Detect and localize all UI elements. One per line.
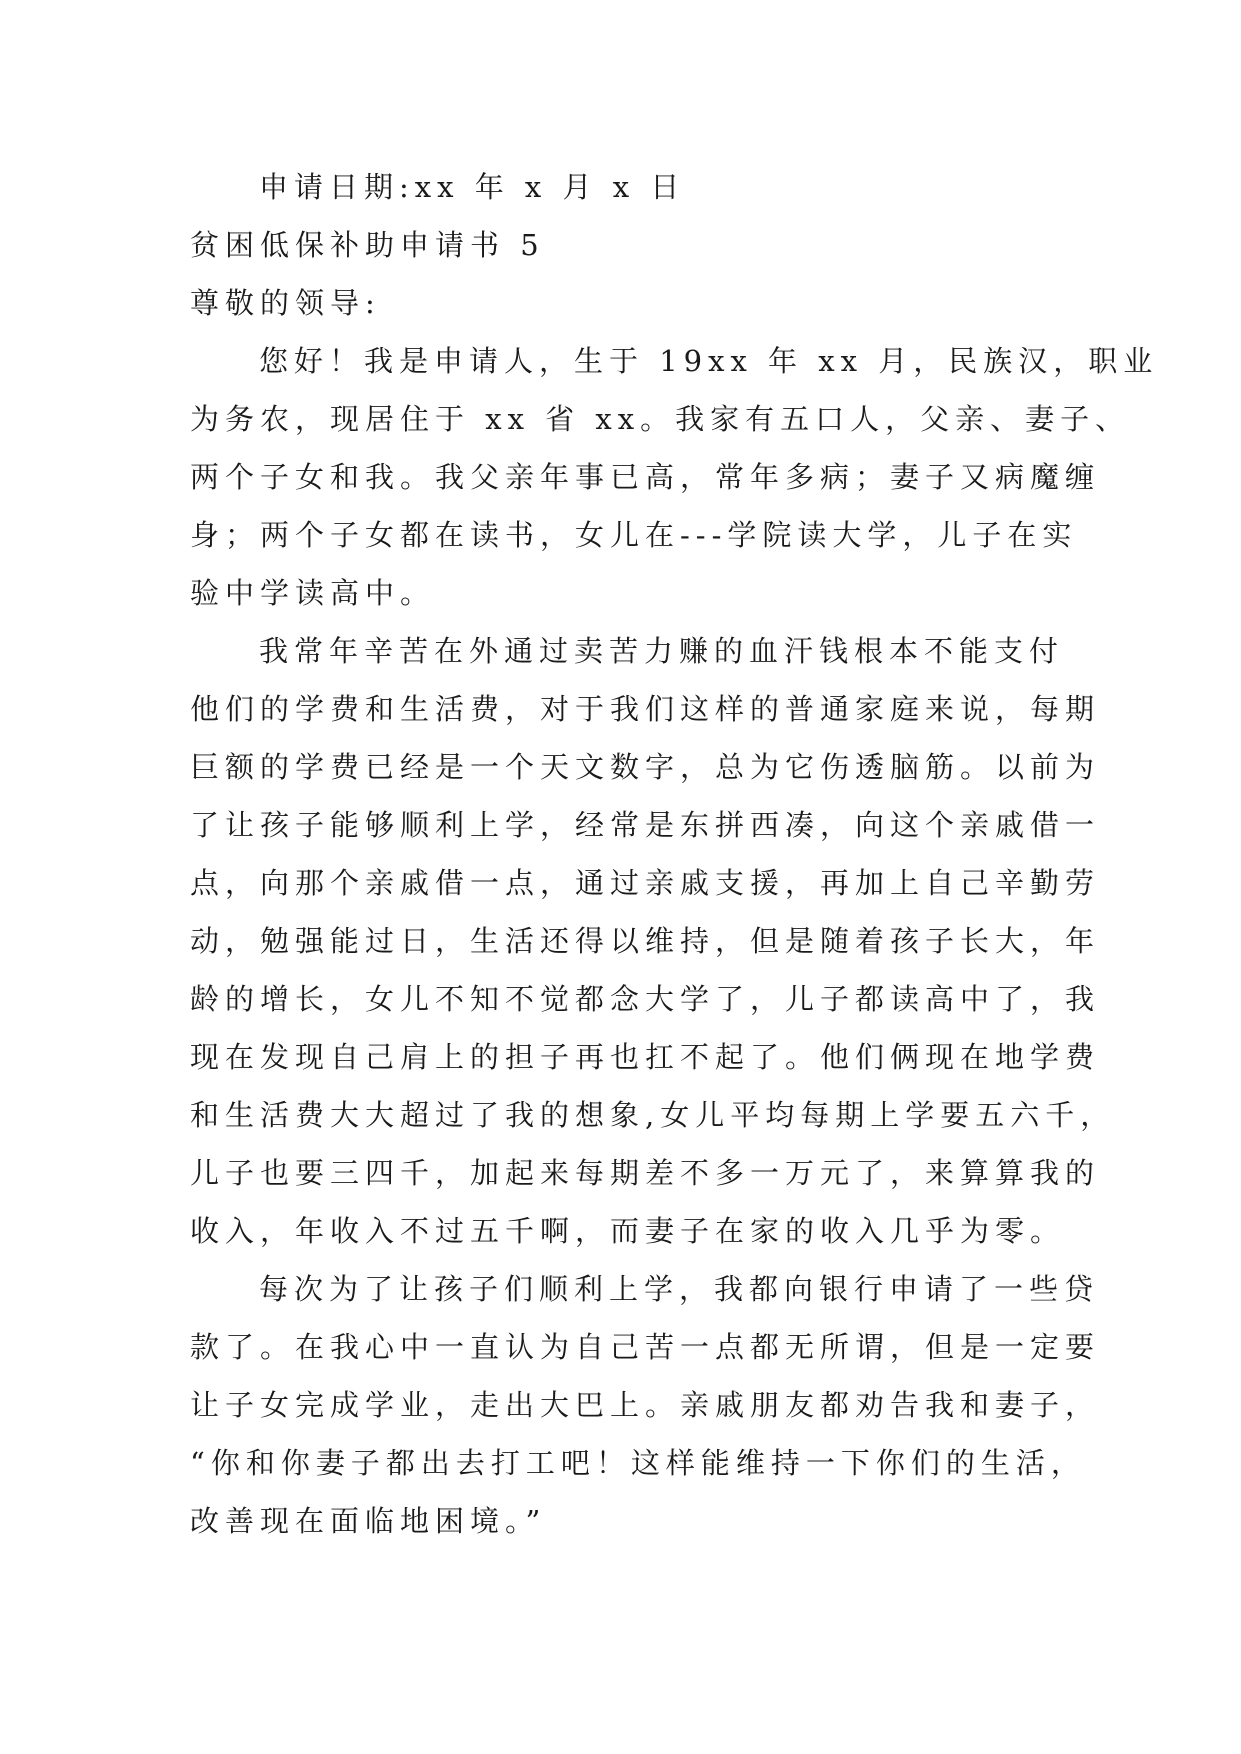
paragraph-line: 和生活费大大超过了我的想象,女儿平均每期上学要五六千， <box>190 1098 1116 1132</box>
paragraph-line: 身；两个子女都在读书，女儿在---学院读大学，儿子在实 <box>190 518 1078 552</box>
paragraph-line: 您好！我是申请人，生于 19xx 年 xx 月，民族汉，职业 <box>259 344 1159 378</box>
paragraph-2 <box>190 622 1116 1260</box>
paragraph-line: 现在发现自己肩上的担子再也扛不起了。他们俩现在地学费 <box>190 1040 1101 1074</box>
paragraph-line: 我常年辛苦在外通过卖苦力赚的血汗钱根本不能支付 <box>259 634 1065 668</box>
paragraph-line: 款了。在我心中一直认为自己苦一点都无所谓，但是一定要 <box>190 1330 1101 1364</box>
paragraph-line: 为务农，现居住于 xx 省 xx。我家有五口人，父亲、妻子、 <box>190 402 1131 436</box>
paragraph-line: 点，向那个亲戚借一点，通过亲戚支援，再加上自己辛勤劳 <box>190 866 1101 900</box>
document-title: 贫困低保补助申请书 5 <box>190 228 545 262</box>
paragraph-line: 了让孩子能够顺利上学，经常是东拼西凑，向这个亲戚借一 <box>190 808 1101 842</box>
paragraph-line: 龄的增长，女儿不知不觉都念大学了，儿子都读高中了，我 <box>190 982 1101 1016</box>
paragraph-line: 巨额的学费已经是一个天文数字，总为它伤透脑筋。以前为 <box>190 750 1101 784</box>
paragraph-line: 动，勉强能过日，生活还得以维持，但是随着孩子长大，年 <box>190 924 1101 958</box>
paragraph-line: 改善现在面临地困境。” <box>190 1504 547 1538</box>
application-date: 申请日期:xx 年 x 月 x 日 <box>259 170 686 204</box>
paragraph-line: 每次为了让孩子们顺利上学，我都向银行申请了一些贷 <box>259 1272 1100 1306</box>
paragraph-line: 让子女完成学业，走出大巴上。亲戚朋友都劝告我和妻子， <box>190 1388 1101 1422</box>
paragraph-line: 儿子也要三四千，加起来每期差不多一万元了，来算算我的 <box>190 1156 1101 1190</box>
document-body <box>190 158 1159 1550</box>
paragraph-3 <box>190 1260 1101 1550</box>
paragraph-line: “你和你妻子都出去打工吧！这样能维持一下你们的生活， <box>190 1446 1086 1480</box>
paragraph-1 <box>190 332 1159 622</box>
paragraph-line: 收入，年收入不过五千啊，而妻子在家的收入几乎为零。 <box>190 1214 1066 1248</box>
salutation: 尊敬的领导: <box>190 286 381 320</box>
paragraph-line: 他们的学费和生活费，对于我们这样的普通家庭来说，每期 <box>190 692 1101 726</box>
paragraph-line: 两个子女和我。我父亲年事已高，常年多病；妻子又病魔缠 <box>190 460 1101 494</box>
paragraph-line: 验中学读高中。 <box>190 576 436 610</box>
